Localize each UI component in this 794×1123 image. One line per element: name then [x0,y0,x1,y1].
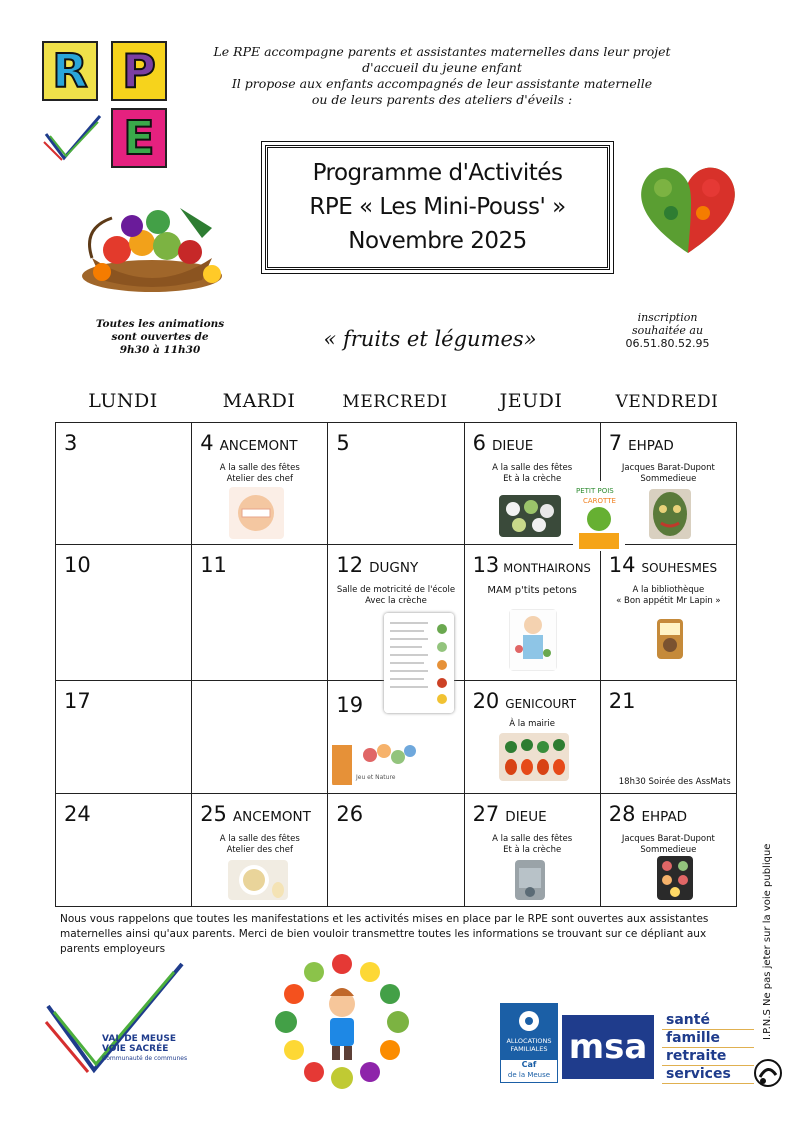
activity-photo [499,495,561,537]
activity-photo [515,860,545,900]
rpe-logo-e: E [111,108,167,168]
day-header-mardi: MARDI [222,390,296,412]
intro-text: Le RPE accompagne parents et assistantes maternelles dans leur projet d'accueil du jeune enfant Il propose aux enfants accompagnés de leur assistante maternelle ou de leurs parents des ateliers d'éveils : [213,44,671,107]
title-line-3: Novembre 2025 [348,228,527,254]
msa-logo: msa [562,1015,654,1079]
val-de-meuse-text: VAL DE MEUSE VOIE SACRÉE Communauté de communes [102,1034,188,1062]
msa-services: santé famille retraite services [662,1012,754,1084]
book-bon-appetit-mr-lapin [657,619,683,659]
calendar-cell: 21 18h30 Soirée des AssMats [600,681,736,794]
calendar-grid [55,422,737,907]
day-header-vendredi: VENDREDI [615,392,719,412]
recycle-icon [752,1055,784,1091]
title-line-1: Programme d'Activités [312,160,563,186]
program-title-box [265,145,610,270]
soup-photo [228,860,288,900]
caf-logo: ALLOCATIONS FAMILIALES Caf de la Meuse [500,1003,558,1083]
day-header-jeudi: JEUDI [499,390,563,412]
calendar-cell: 12 DUGNY Salle de motricité de l'école Avec la crèche [328,545,464,681]
poster-jeu-et-nature [332,735,422,787]
calendar-cell: 11 [192,545,328,681]
svg-text:PETIT POIS: PETIT POIS [575,487,614,495]
calendar-cell: 27 DIEUE A la salle des fêtes Et à la crèche [464,794,600,907]
calendar-cell: 14 SOUHESMES A la bibliothèque « Bon appétit Mr Lapin » [600,545,736,681]
calendar-cell: 17 [56,681,192,794]
day-header-mercredi: MERCREDI [342,392,448,412]
svg-text:Jeu et Nature: Jeu et Nature [356,774,396,781]
calendar-cell: 4 ANCEMONT A la salle des fêtes Atelier des chef [192,423,328,545]
calendar-cell: 7 EHPAD Jacques Barat-Dupont Sommedieue [600,423,736,545]
day-header-lundi: LUNDI [88,390,158,412]
ipns-note: I.P.N.S Ne pas jeter sur la voie publique [762,843,773,1040]
vdm-small-logo [42,112,106,164]
calendar-cell: 25 ANCEMONT A la salle des fêtes Atelier des chef [192,794,328,907]
soiree-note: 18h30 Soirée des AssMats [618,777,731,787]
theme-title: « fruits et légumes» [323,327,537,351]
vegetable-faces-photo [657,856,693,900]
vegetable-face-photo [649,489,691,539]
footer-notice: Nous vous rappelons que toutes les manifestations et les activités mises en place par le RPE sont ouvertes aux assistantes maternelles ainsi qu'aux parents. Merci de bien vouloir transmettre toutes les informations se trouvant sur ce dépliant aux parents employeurs [60,913,709,955]
chef-photo [229,487,284,539]
calendar-cell: 10 [56,545,192,681]
fruit-circle-child-icon [270,950,415,1090]
phone-number[interactable]: 06.51.80.52.95 [625,337,710,350]
vegetable-craft-photo [499,733,569,781]
fruit-basket-icon [62,188,242,298]
calendar-cell: 3 [56,423,192,545]
calendar-cell: 19 Jeu et Nature [328,681,464,794]
caf-emblem-icon [500,1007,558,1037]
calendar-cell: 13 MONTHAIRONS MAM p'tits petons [464,545,600,681]
title-line-2: RPE « Les Mini-Pouss' » [309,194,566,220]
calendar-cell: 20 GENICOURT À la mairie [464,681,600,794]
calendar-cell: 6 DIEUE A la salle des fêtes Et à la crèche PETIT POIS CAROTTE [464,423,600,545]
calendar-cell: 28 EHPAD Jacques Barat-Dupont Sommedieue [600,794,736,907]
calendar-cell: 24 [56,794,192,907]
calendar-cell [192,681,328,794]
calendar-cell: 26 [328,794,464,907]
svg-text:CAROTTE: CAROTTE [582,497,616,505]
inscription-info: inscription souhaitée au 06.51.80.52.95 [610,311,725,350]
opening-hours: Toutes les animations sont ouvertes de 9h30 à 11h30 [95,318,225,356]
child-drawing [509,609,557,671]
calendar-cell: 5 [328,423,464,545]
vegetable-heart-icon [633,158,743,258]
rpe-logo-p: P [111,41,167,101]
rpe-logo-r: R [42,41,98,101]
